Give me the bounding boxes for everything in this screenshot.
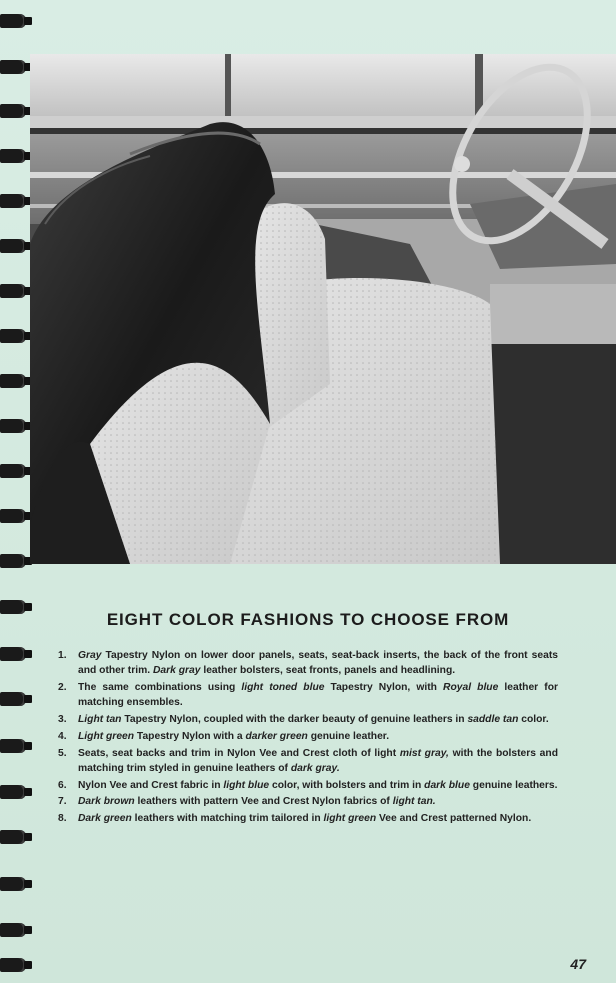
item-text: genuine leathers.	[469, 779, 558, 791]
item-text: color.	[518, 714, 549, 725]
color-name: mist gray,	[399, 747, 449, 759]
color-name: light green	[323, 813, 377, 825]
list-item	[58, 680, 558, 710]
item-text: Vee and Crest patterned Nylon.	[376, 813, 532, 825]
color-name: Gray	[78, 650, 102, 661]
color-name: Dark brown	[78, 796, 135, 808]
color-name: dark blue	[424, 779, 470, 791]
list-item	[58, 778, 558, 793]
binding-ring	[0, 921, 34, 939]
item-text: Tapestry Nylon, with	[324, 682, 444, 693]
binding-ring	[0, 192, 34, 210]
binding-ring	[0, 58, 34, 76]
item-text: leathers with matching trim tailored in	[131, 813, 324, 825]
item-text: color, with bolsters and trim in	[269, 779, 425, 791]
color-name: Royal blue	[443, 682, 499, 693]
item-number: 6.	[58, 779, 67, 791]
binding-ring	[0, 12, 34, 30]
binding-ring	[0, 327, 34, 345]
binding-ring	[0, 956, 34, 974]
section-heading: EIGHT COLOR FASHIONS TO CHOOSE FROM	[106, 610, 510, 629]
color-name: darker green	[245, 730, 308, 742]
item-text: Tapestry Nylon, coupled with the darker beauty of genuine leathers in	[121, 714, 468, 725]
item-text: Tapestry Nylon with a	[134, 730, 246, 742]
item-text: leather for matching ensembles.	[78, 682, 558, 709]
color-name: light tan.	[392, 796, 436, 808]
page-number: 47	[570, 956, 586, 972]
item-number: 8.	[58, 813, 67, 825]
binding-ring	[0, 875, 34, 893]
color-name: dark gray.	[290, 762, 340, 774]
binding-ring	[0, 783, 34, 801]
binding-ring	[0, 372, 34, 390]
binding-ring	[0, 462, 34, 480]
car-interior-photo	[30, 54, 616, 564]
list-item	[58, 712, 558, 727]
item-number: 2.	[58, 682, 67, 693]
binding-ring	[0, 417, 34, 435]
item-text: with the bolsters and matching trim styled in genuine leathers of	[78, 747, 558, 774]
binding-ring	[0, 237, 34, 255]
binding-ring	[0, 147, 34, 165]
item-number: 7.	[58, 796, 67, 808]
item-text: leathers with pattern Vee and Crest Nylon fabrics of	[134, 796, 393, 808]
item-number: 5.	[58, 747, 67, 759]
item-text: genuine leather.	[307, 730, 390, 742]
color-name: Light tan	[78, 714, 122, 725]
item-text: Seats, seat backs and trim in Nylon Vee and Crest cloth of light	[78, 747, 400, 759]
binding-ring	[0, 737, 34, 755]
item-number: 4.	[58, 730, 67, 742]
binding-ring	[0, 507, 34, 525]
color-fashion-list	[58, 648, 558, 828]
item-text: Tapestry Nylon on lower door panels, seats, seat-back inserts, the back of the front seats and other trim.	[78, 650, 558, 677]
list-item	[58, 811, 558, 826]
binding-ring	[0, 102, 34, 120]
list-item	[58, 746, 558, 776]
item-text: Nylon Vee and Crest fabric in	[78, 779, 224, 791]
color-name: Dark green	[78, 813, 132, 825]
binding-ring	[0, 828, 34, 846]
binding-ring	[0, 552, 34, 570]
color-name: saddle tan	[467, 714, 519, 725]
item-number: 3.	[58, 714, 67, 725]
list-item	[58, 794, 558, 809]
color-name: light blue	[223, 779, 270, 791]
binding-ring	[0, 690, 34, 708]
item-number: 1.	[58, 650, 67, 661]
item-text: leather bolsters, seat fronts, panels and headlining.	[200, 665, 456, 677]
list-item	[58, 648, 558, 678]
seat-illustration	[30, 54, 616, 564]
binding-ring	[0, 282, 34, 300]
color-name: light toned blue	[241, 682, 325, 693]
binding-ring	[0, 645, 34, 663]
color-name: Light green	[78, 730, 135, 742]
list-item	[58, 729, 558, 744]
item-text: The same combinations using	[78, 682, 242, 693]
color-name: Dark gray	[152, 665, 201, 677]
